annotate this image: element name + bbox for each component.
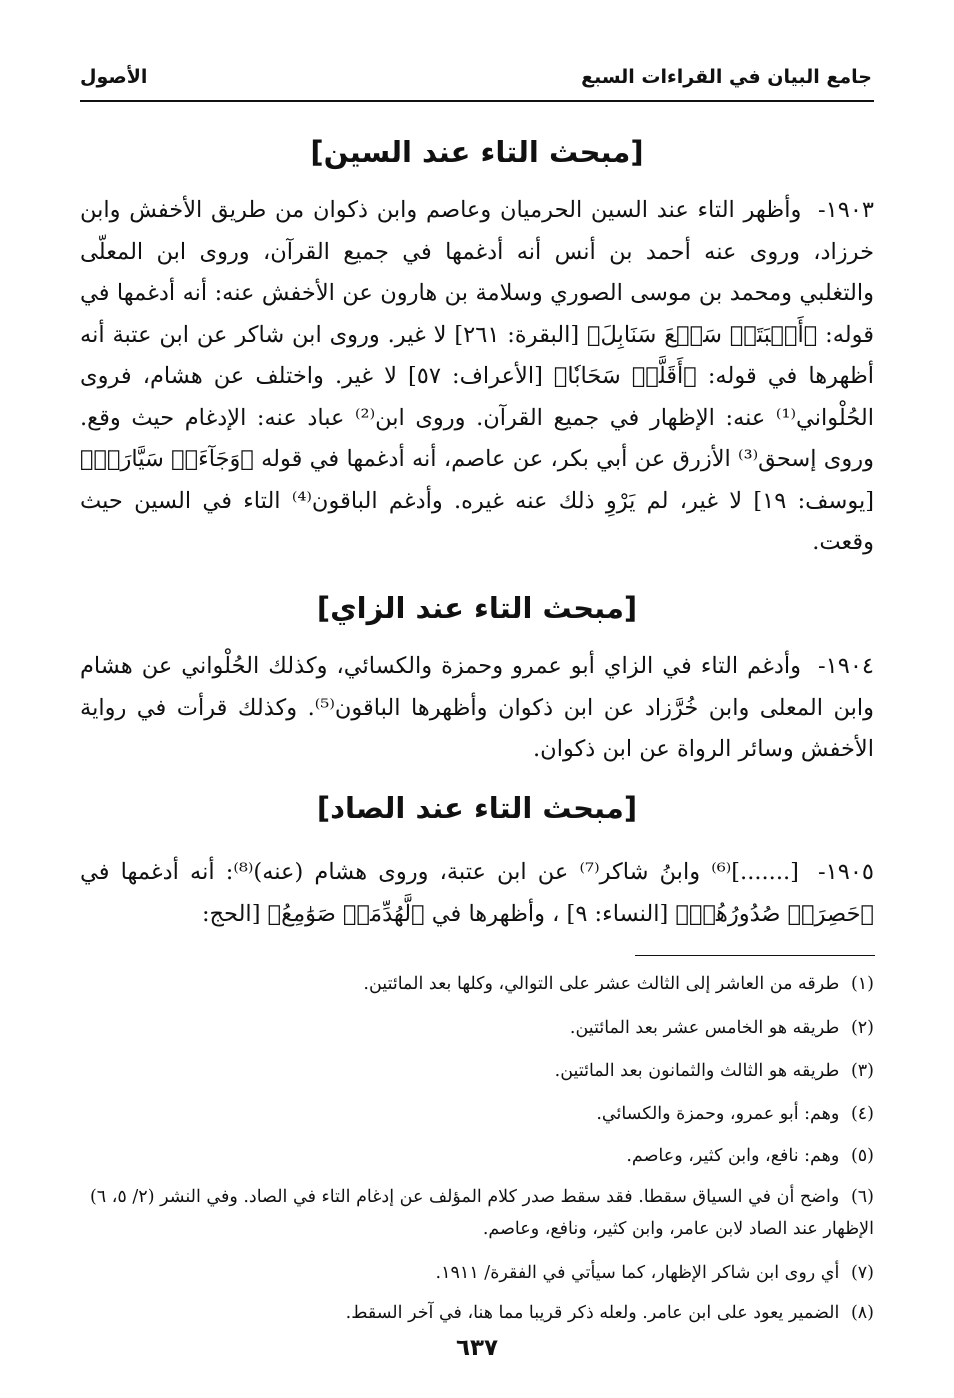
- footnote-6: [80, 1181, 874, 1245]
- section-heading-1905: [مبحث التاء عند الصاد]: [316, 791, 638, 825]
- footnote-number: (٧): [850, 1263, 874, 1283]
- paragraph-text: وأظهر التاء عند السين الحرميان وعاصم وابن ذكوان من طريق الأخفش وابن خرزاد، وروى عنه أحمد بن أنس أنه أدغمها في جميع القرآن، وروى ابن المعلّى والتغلبي ومحمد بن موسى الصوري وسلامة بن هارون عن الأخفش عنه: أنه أدغمها في قوله: ﴿أَنۢبَتَتۡ سَبۡعَ سَنَابِلَ﴾ [البقرة: ٢٦١] لا غير. وروى ابن شاكر عن ابن عتبة أنه أظهرها في قوله: ﴿أَقَلَّتۡ سَحَابٗا﴾ [الأعراف: ٥٧] لا غير. واختلف عن هشام، فروى الحُلْواني⁽¹⁾ عنه: الإظهار في جميع القرآن. وروى ابن⁽²⁾ عباد عنه: الإدغام حيث وقع. وروى إسحق⁽³⁾ الأزرق عن أبي بكر، عن عاصم، أنه أدغمها في قوله ﴿وَجَآءَتۡ سَيَّارَةٞ﴾ [يوسف: ١٩] لا غير، لم يَرْوِ ذلك عنه غيره. وأدغم الباقون⁽⁴⁾ التاء في السين حيث وقعت.: [80, 197, 875, 555]
- footnote-number: (٣): [850, 1061, 874, 1081]
- footnote-number: (٥): [850, 1146, 874, 1166]
- footnote-text: وهم: أبو عمرو، وحمزة والكسائي.: [596, 1104, 840, 1124]
- footnote-7: [80, 1257, 874, 1289]
- section-heading-1904: [مبحث التاء عند الزاي]: [316, 591, 638, 625]
- footnote-5: [80, 1140, 874, 1172]
- paragraph-number: ١٩٠٤-: [818, 653, 874, 679]
- footnote-text: أي روى ابن شاكر الإظهار، كما سيأتي في الفقرة/ ١٩١١.: [435, 1263, 840, 1283]
- paragraph-1903: [80, 190, 874, 564]
- paragraph-1905: [80, 852, 874, 935]
- running-header: [80, 62, 872, 96]
- paragraph-text: وأدغم التاء في الزاي أبو عمرو وحمزة والكسائي، وكذلك الحُلْواني عن هشام وابن المعلى وابن خُرَّزاد عن ابن ذكوان وأظهرها الباقون⁽⁵⁾. وكذلك قرأت في رواية الأخفش وسائر الرواة عن ابن ذكوان.: [80, 653, 874, 762]
- footnote-number: (٦): [850, 1187, 874, 1207]
- section-heading-1903: [مبحث التاء عند السين]: [310, 135, 644, 169]
- paragraph-text: [.......]⁽⁶⁾ وابنُ شاكر⁽⁷⁾ عن ابن عتبة، وروى هشام (عنه)⁽⁸⁾: أنه أدغمها في ﴿حَصِرَتۡ صُدُورُهُمۡ﴾ [النساء: ٩] ، وأظهرها في ﴿لَّهُدِّمَتۡ صَوَٰمِعُ﴾ [الحج:: [80, 859, 874, 927]
- book-title: جامع البيان في القراءات السبع: [581, 66, 872, 88]
- footnote-4: [80, 1098, 874, 1130]
- footnote-number: (٨): [850, 1303, 874, 1323]
- footnote-text: وهم: نافع، وابن كثير، وعاصم.: [626, 1146, 840, 1166]
- paragraph-1904: [80, 646, 874, 771]
- footnote-number: (١): [850, 974, 874, 994]
- footnote-8: [80, 1297, 874, 1329]
- footnote-1: [80, 968, 874, 1000]
- footnote-text: طريقه هو الثالث والثمانون بعد المائتين.: [554, 1061, 840, 1081]
- footnote-text: طرقه من العاشر إلى الثالث عشر على التوالي، وكلها بعد المائتين.: [363, 974, 840, 994]
- paragraph-number: ١٩٠٥-: [818, 859, 874, 885]
- footnote-divider: [635, 955, 875, 956]
- paragraph-number: ١٩٠٣-: [818, 197, 874, 223]
- header-divider: [80, 100, 874, 102]
- footnote-2: [80, 1012, 874, 1044]
- footnote-text: طريقه هو الخامس عشر بعد المائتين.: [569, 1018, 840, 1038]
- section-title: الأصول: [80, 66, 148, 88]
- footnote-number: (٢): [850, 1018, 874, 1038]
- footnote-text: الضمير يعود على ابن عامر. ولعله ذكر قريبا مما هنا، في آخر السقط.: [345, 1303, 840, 1323]
- footnote-text: واضح أن في السياق سقطا. فقد سقط صدر كلام المؤلف عن إدغام التاء في الصاد. وفي النشر (٢/ ٥، ٦) الإظهار عند الصاد لابن عامر، وابن كثير، ونافع، وعاصم.: [89, 1187, 874, 1239]
- page-number: ٦٣٧: [455, 1335, 499, 1361]
- footnote-3: [80, 1055, 874, 1087]
- footnote-number: (٤): [850, 1104, 874, 1124]
